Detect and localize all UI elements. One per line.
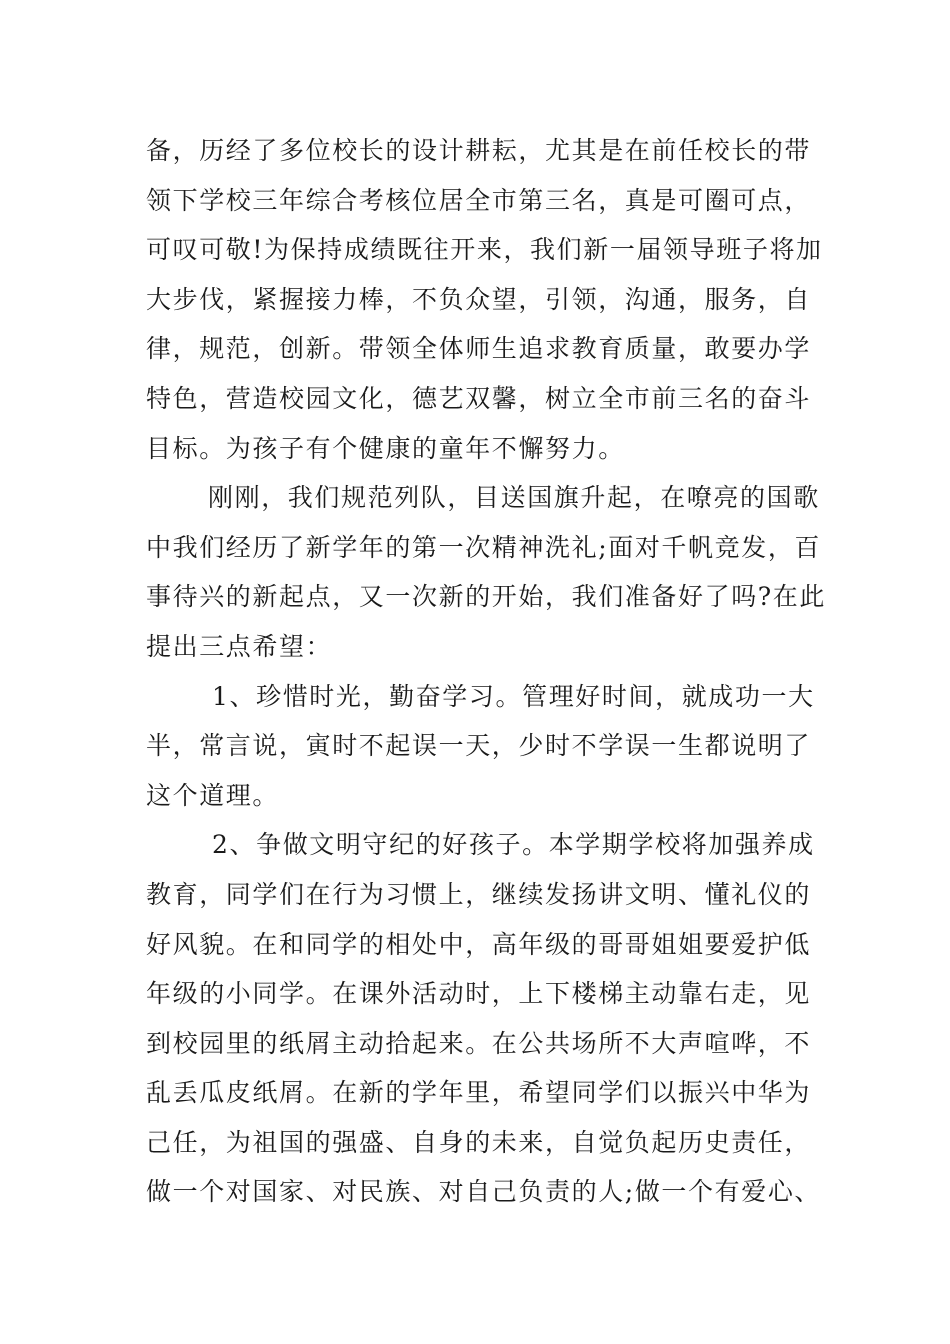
text-line: 教育，同学们在行为习惯上，继续发扬讲文明、懂礼仪的 [146, 879, 812, 909]
text-line: 领下学校三年综合考核位居全市第三名，真是可圈可点， [146, 185, 812, 215]
numbered-item-1-first-line: 1、珍惜时光，勤奋学习。管理好时间，就成功一大 [212, 681, 815, 711]
text-line: 备，历经了多位校长的设计耕耘，尤其是在前任校长的带 [146, 136, 812, 165]
text-line: 年级的小同学。在课外活动时，上下楼梯主动靠右走，见 [146, 979, 812, 1009]
text-line: 中我们经历了新学年的第一次精神洗礼;面对千帆竞发，百 [146, 532, 822, 562]
text-line: 特色，营造校园文化，德艺双馨，树立全市前三名的奋斗 [146, 383, 812, 413]
text-line: 律，规范，创新。带领全体师生追求教育质量，敢要办学 [146, 334, 812, 364]
text-line: 做一个对国家、对民族、对自己负责的人;做一个有爱心、 [146, 1177, 822, 1207]
text-line: 事待兴的新起点，又一次新的开始，我们准备好了吗?在此 [146, 582, 827, 612]
text-line: 乱丢瓜皮纸屑。在新的学年里，希望同学们以振兴中华为 [146, 1078, 812, 1108]
document-body [146, 126, 827, 1217]
text-line: 己任，为祖国的强盛、自身的未来，自觉负起历史责任， [146, 1127, 812, 1157]
paragraph-first-line: 刚刚，我们规范列队，目送国旗升起，在嘹亮的国歌 [208, 483, 820, 513]
text-line: 可叹可敬!为保持成绩既往开来，我们新一届领导班子将加 [146, 235, 823, 265]
numbered-item-2-first-line: 2、争做文明守纪的好孩子。本学期学校将加强养成 [212, 830, 815, 860]
text-line: 目标。为孩子有个健康的童年不懈努力。 [146, 433, 625, 463]
text-line: 这个道理。 [146, 780, 280, 810]
text-line: 大步伐，紧握接力棒，不负众望，引领，沟通，服务，自 [146, 284, 812, 314]
text-line: 半，常言说，寅时不起误一天，少时不学误一生都说明了 [146, 731, 812, 761]
text-line: 好风貌。在和同学的相处中，高年级的哥哥姐姐要爱护低 [146, 929, 812, 959]
text-line: 到校园里的纸屑主动拾起来。在公共场所不大声喧哗，不 [146, 1028, 812, 1058]
text-line: 提出三点希望： [146, 631, 333, 661]
